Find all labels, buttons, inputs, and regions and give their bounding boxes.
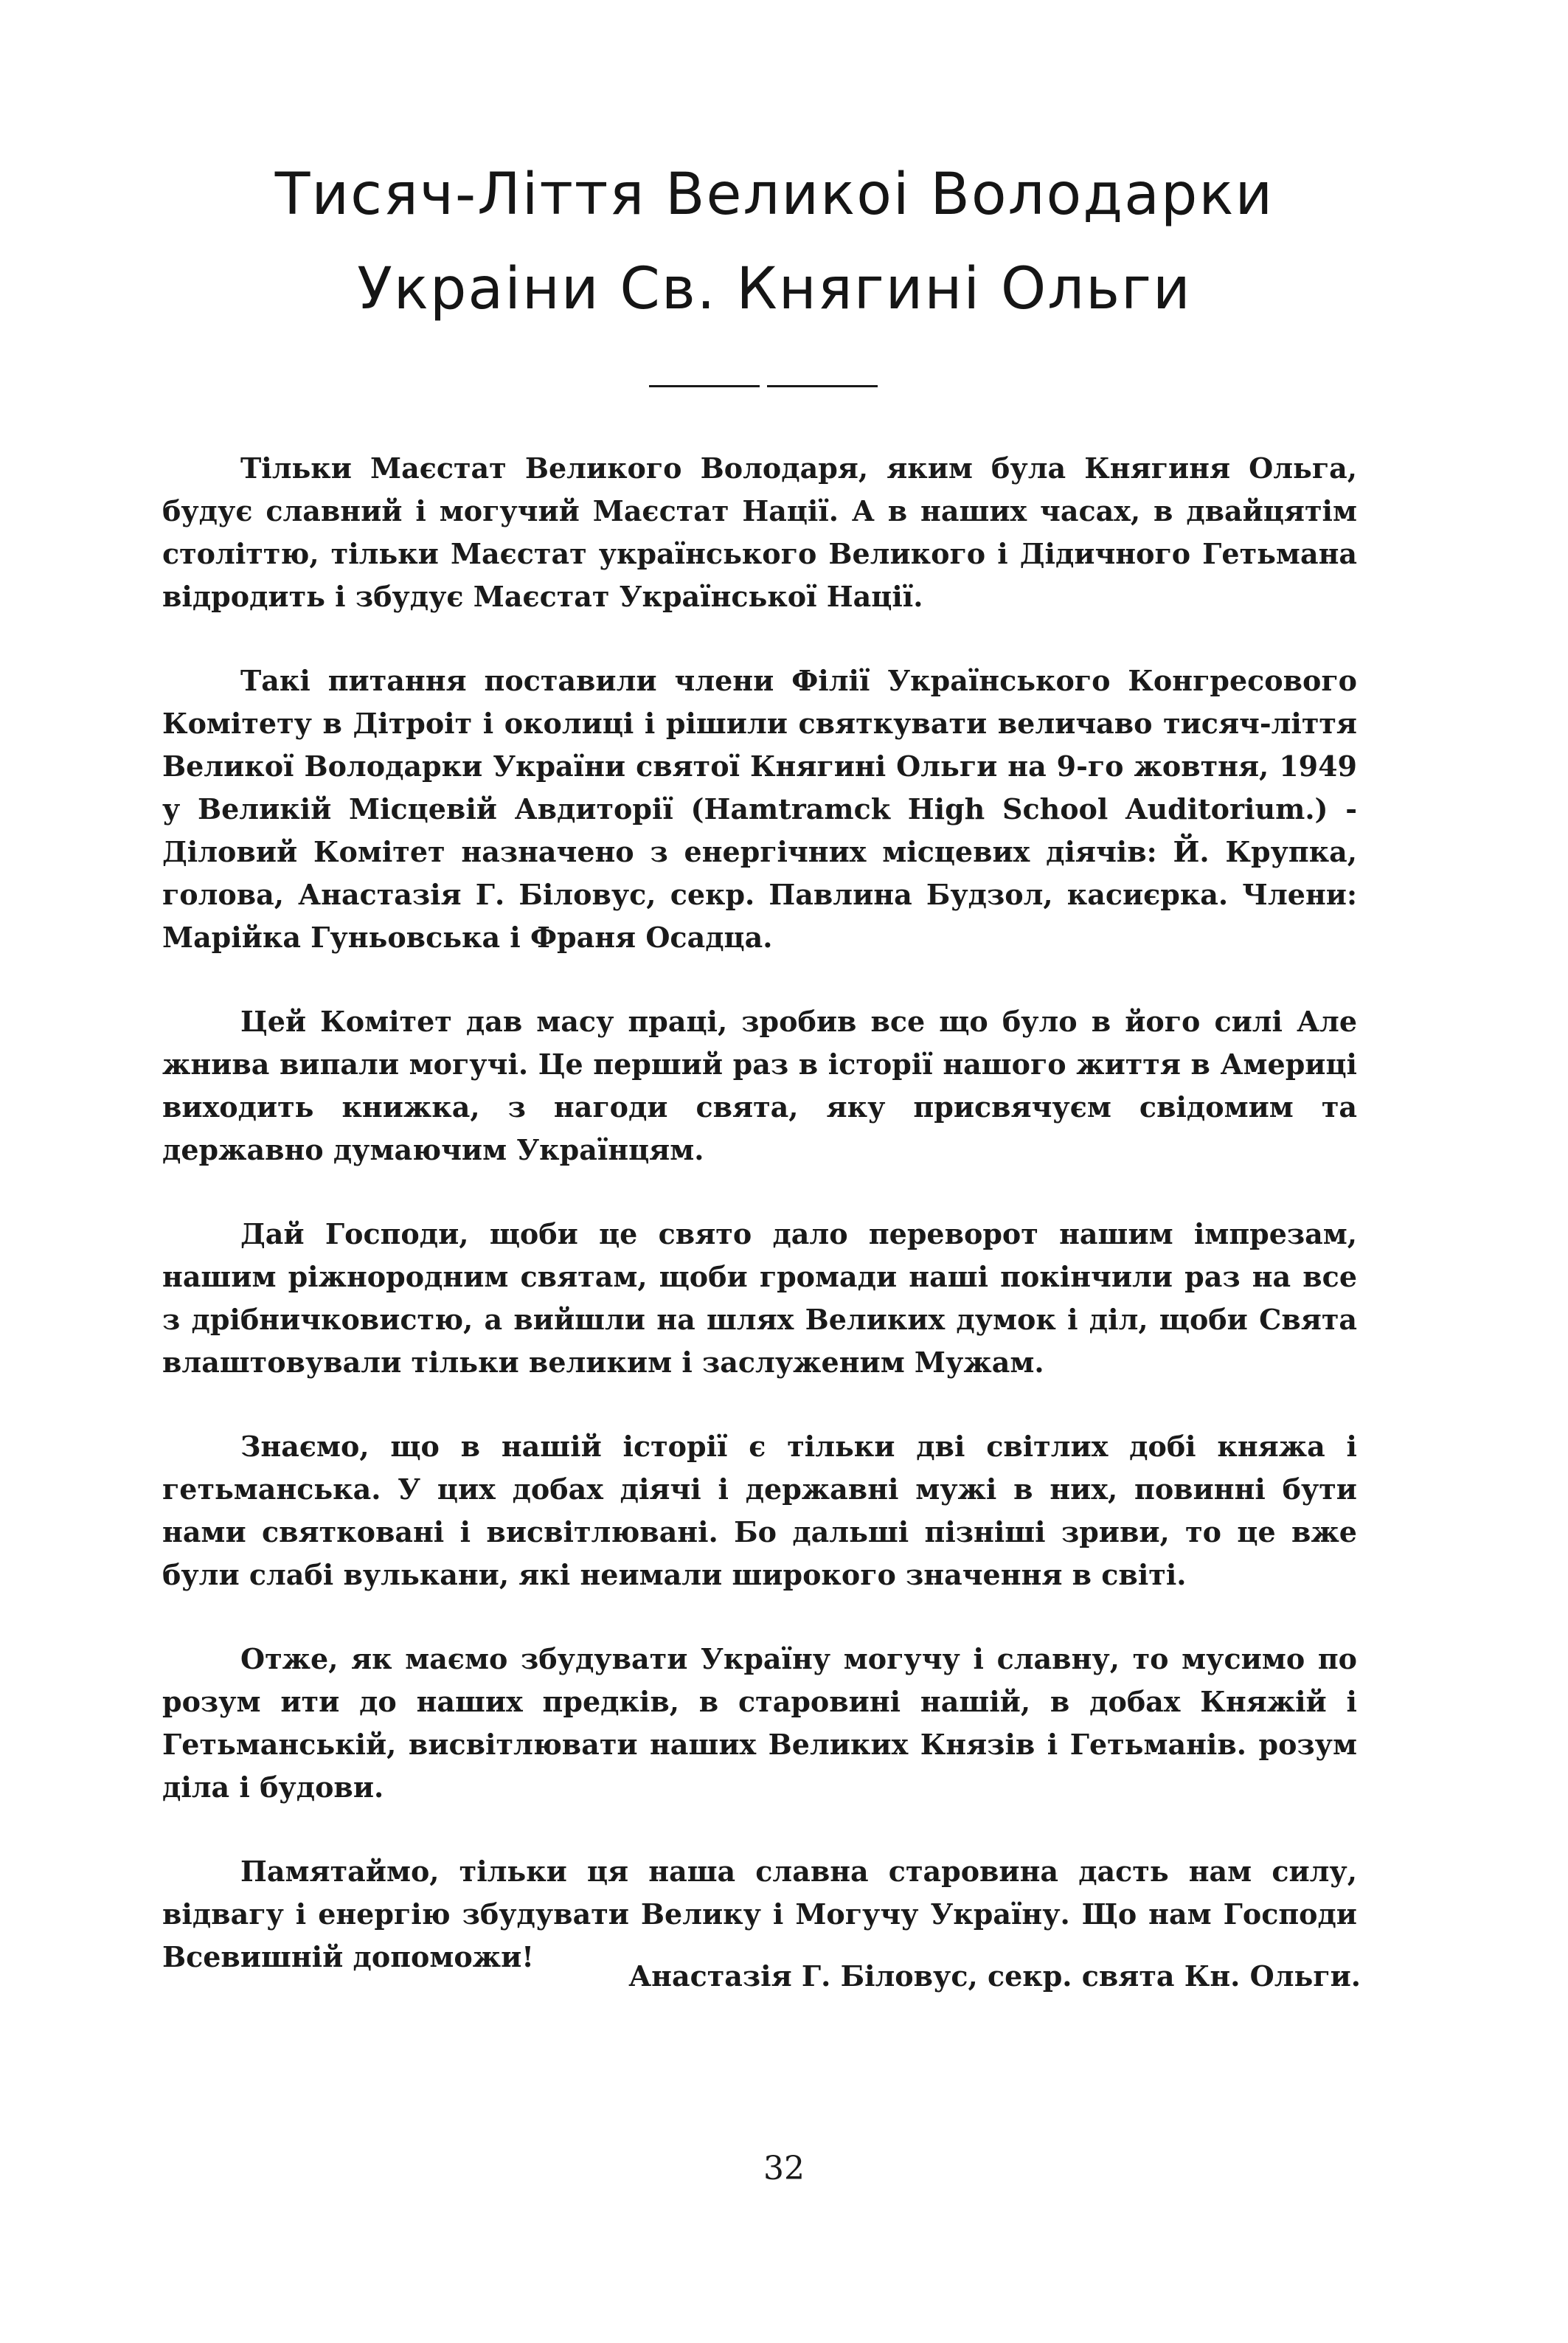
paragraph-1: Тільки Маєстат Великого Володаря, яким була Княгиня Ольга, будує славний і могучий Маєстат Нації. А в наших часах, в двайцятім століттю, тільки Маєстат українського Великого і Дідичного Гетьмана відродить і збудує Маєстат Української Нації.	[162, 451, 1357, 613]
paragraph-5: Знаємо, що в нашій історії є тільки дві світлих добі княжа і гетьманська. У цих добах діячі і державні мужі в них, повинні бути нами святковані і висвітлювані. Бо дальші пізніші зриви, то це вже були слабі вулькани, які неимали широкого значення в світі.	[162, 1430, 1357, 1591]
title-line-1: Тисяч-Ліття Великоі Володарки	[274, 162, 1274, 228]
title-line-2: Украіни Св. Княгині Ольги	[357, 256, 1192, 322]
paragraph-4: Дай Господи, щоби це свято дало переворот нашим імпрезам, нашим ріжнородним святам, щоби громади наші покінчили раз на все з дрібничковистю, а вийшли на шлях Великих думок і діл, щоби Свята влаштовували тільки великим і заслуженим Мужам.	[162, 1217, 1357, 1379]
article-body	[162, 447, 1357, 2020]
page-title	[148, 148, 1401, 336]
title-divider-right	[767, 385, 878, 387]
paragraph-7: Памятаймо, тільки ця наша славна старовина дасть нам силу, відвагу і енергію збудувати Велику і Могучу Україну. Що нам Господи Всевишній допоможи!	[162, 1855, 1357, 1973]
signature: Анастазія Г. Біловус, секр. свята Кн. Ольги.	[628, 1959, 1361, 1993]
page-number: 32	[763, 2150, 805, 2187]
title-divider-left	[649, 385, 760, 387]
paragraph-6: Отже, як маємо збудувати Україну могучу і славну, то мусимо по розум ити до наших предків, в старовині нашій, в добах Княжій і Гетьманській, висвітлювати наших Великих Князів і Гетьманів. розум діла і будови.	[162, 1642, 1357, 1804]
paragraph-2: Такі питання поставили члени Філії Українського Конгресового Комітету в Дітроіт і околиці і рішили святкувати величаво тисяч-ліття Великої Володарки України святої Княгині Ольги на 9-го жовтня, 1949 у Великій Місцевій Авдиторії (Hamtramck High School Auditorium.) - Діловий Комітет назначено з енергічних місцевих діячів: Й. Крупка, голова, Анастазія Г. Біловус, секр. Павлина Будзол, касиєрка. Члени: Марійка Гуньовська і Франя Осадца.	[162, 664, 1357, 954]
paragraph-3: Цей Комітет дав масу праці, зробив все що було в його силі Але жнива випали могучі. Це перший раз в історії нашого життя в Америці виходить книжка, з нагоди свята, яку присвячуєм свідомим та державно думаючим Українцям.	[162, 1005, 1357, 1166]
